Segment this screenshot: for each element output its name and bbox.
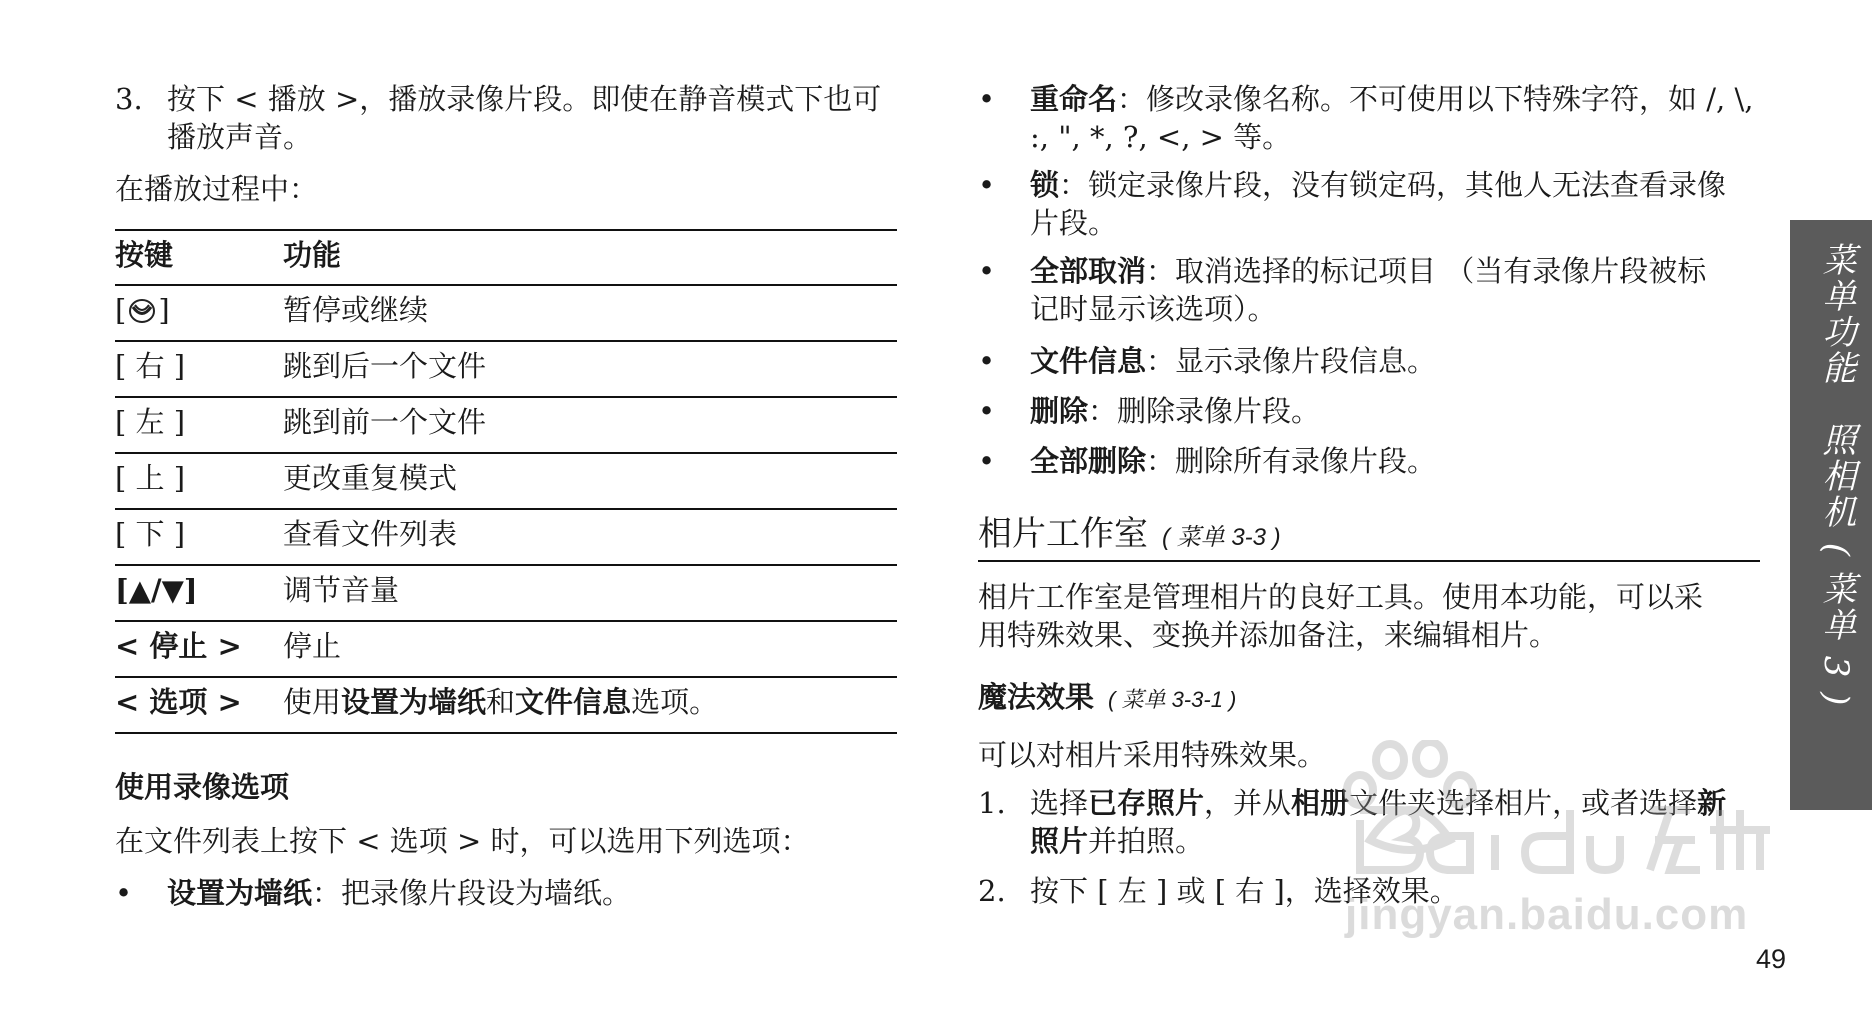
- table-row-function: 暂停或继续: [283, 293, 429, 327]
- baidu-watermark: [1310, 740, 1780, 950]
- bullet-dot: •: [978, 254, 996, 288]
- table-row-function: 调节音量: [283, 573, 400, 607]
- bullet-text: [167, 874, 631, 912]
- baidu-logo-icon: [1320, 740, 1780, 880]
- bold-term: 全部取消: [1030, 254, 1147, 288]
- bullet-dot: •: [978, 82, 996, 116]
- table-rule: [115, 340, 897, 342]
- table-row-function: 查看文件列表: [283, 517, 458, 551]
- bold-term: 删除: [1030, 394, 1089, 428]
- table-rule: [115, 620, 897, 622]
- page-number: 49: [1756, 944, 1787, 974]
- chapter-side-tab-label: 菜单功能 照相机 ( 菜单 3 ): [1816, 242, 1856, 708]
- step-text-line2: [1030, 822, 1204, 860]
- step-text-line2: 播放声音。: [167, 120, 313, 154]
- use-options-heading: 使用录像选项: [115, 770, 290, 804]
- step-number: 2.: [978, 874, 1006, 908]
- text-segment: ：锁定录像片段，没有锁定码，其他人无法查看录像: [1059, 168, 1727, 202]
- subsection-menu-ref: ( 菜单 3-3-1 ): [1108, 687, 1237, 712]
- table-rule: [115, 229, 897, 231]
- bullet-text: [1030, 342, 1436, 380]
- bold-term: 新: [1697, 786, 1727, 820]
- section-heading: [978, 514, 1281, 558]
- section-paragraph-line2: 用特殊效果、变换并添加备注，来编辑相片。: [978, 618, 1559, 652]
- bold-term: 文件信息: [515, 685, 632, 719]
- section-menu-ref: ( 菜单 3-3 ): [1162, 524, 1281, 551]
- bold-term: 全部删除: [1030, 444, 1147, 478]
- bold-term: 设置为墙纸: [167, 876, 313, 910]
- bullet-text-line2: :, ", *, ?, <, > 等。: [1030, 120, 1292, 154]
- bullet-text-line1: [1030, 166, 1726, 204]
- table-row-key: [ 下 ]: [115, 517, 186, 551]
- table-row-key: [ 右 ]: [115, 349, 186, 383]
- section-title: 相片工作室: [978, 514, 1148, 554]
- text-segment: 选项。: [631, 685, 719, 719]
- bullet-dot: •: [978, 168, 996, 202]
- table-row-function: 停止: [283, 629, 342, 663]
- table-row-key: [ 左 ]: [115, 405, 186, 439]
- table-rule: [115, 676, 897, 678]
- text-segment: ：把录像片段设为墙纸。: [312, 876, 632, 910]
- section-paragraph-line1: 相片工作室是管理相片的良好工具。使用本功能，可以采: [978, 580, 1704, 614]
- bullet-dot: •: [115, 876, 133, 910]
- table-row-function: 跳到后一个文件: [283, 349, 487, 383]
- watermark-text: jingyan.baidu.com: [1345, 890, 1749, 939]
- subsection-title: 魔法效果: [978, 680, 1095, 714]
- bullet-text-line2: 片段。: [1030, 206, 1118, 240]
- bullet-text: [1030, 442, 1436, 480]
- bold-term: 文件信息: [1030, 344, 1147, 378]
- bold-term: 设置为墙纸: [341, 685, 487, 719]
- text-segment: ，并从: [1204, 786, 1292, 820]
- text-segment: 文件夹选择相片，或者选择: [1349, 786, 1698, 820]
- text-segment: ：修改录像名称。不可使用以下特殊字符，如 /, \,: [1117, 82, 1754, 116]
- bullet-dot: •: [978, 394, 996, 428]
- step-3: [115, 80, 897, 156]
- bold-term: 已存照片: [1088, 786, 1205, 820]
- text-segment: 使用: [283, 685, 342, 719]
- text-segment: 并拍照。: [1088, 824, 1205, 858]
- table-row-key: < 选项 >: [115, 685, 242, 719]
- step-text-line1: 按下 < 播放 >，播放录像片段。即使在静音模式下也可: [167, 82, 882, 116]
- text-segment: ：删除所有录像片段。: [1146, 444, 1437, 478]
- section-rule: [978, 560, 1760, 562]
- bullet-text-line1: [1030, 80, 1753, 118]
- table-rule: [115, 508, 897, 510]
- table-rule: [115, 284, 897, 286]
- during-play-text: 在播放过程中：: [115, 172, 319, 206]
- subsection-heading: [978, 678, 1236, 719]
- table-row-key: < 停止 >: [115, 629, 242, 663]
- play-pause-key-icon: [128, 295, 156, 333]
- table-row-function: [283, 683, 718, 721]
- table-row-key: [ 上 ]: [115, 461, 186, 495]
- table-row-key: [ ]: [115, 291, 170, 333]
- table-header-function: 功能: [283, 238, 342, 272]
- table-row-key: [▲/▼]: [115, 573, 198, 607]
- step-number: 1.: [978, 786, 1006, 820]
- bullet-text-line1: [1030, 252, 1706, 290]
- table-rule: [115, 396, 897, 398]
- subsection-intro: 可以对相片采用特殊效果。: [978, 738, 1327, 772]
- bold-term: 相册: [1291, 786, 1350, 820]
- step-number: 3.: [115, 82, 143, 116]
- chapter-side-tab: [1790, 220, 1872, 810]
- text-segment: 和: [486, 685, 516, 719]
- bold-term: 照片: [1030, 824, 1089, 858]
- text-segment: ：取消选择的标记项目 （当有录像片段被标: [1146, 254, 1707, 288]
- text-segment: ：删除录像片段。: [1088, 394, 1321, 428]
- bullet-text-line2: 记时显示该选项）。: [1030, 292, 1277, 326]
- table-rule: [115, 732, 897, 734]
- bold-term: 锁: [1030, 168, 1060, 202]
- bullet-dot: •: [978, 344, 996, 378]
- bullet-text: [1030, 392, 1320, 430]
- table-row-function: 更改重复模式: [283, 461, 458, 495]
- bold-term: 重命名: [1030, 82, 1118, 116]
- table-row-function: 跳到前一个文件: [283, 405, 487, 439]
- use-options-text: 在文件列表上按下 < 选项 > 时，可以选用下列选项：: [115, 824, 810, 858]
- bullet-dot: •: [978, 444, 996, 478]
- table-header-key: 按键: [115, 238, 174, 272]
- text-segment: ：显示录像片段信息。: [1146, 344, 1437, 378]
- table-rule: [115, 564, 897, 566]
- table-rule: [115, 452, 897, 454]
- step-text: 按下 [ 左 ] 或 [ 右 ]，选择效果。: [1030, 874, 1459, 908]
- text-segment: 选择: [1030, 786, 1089, 820]
